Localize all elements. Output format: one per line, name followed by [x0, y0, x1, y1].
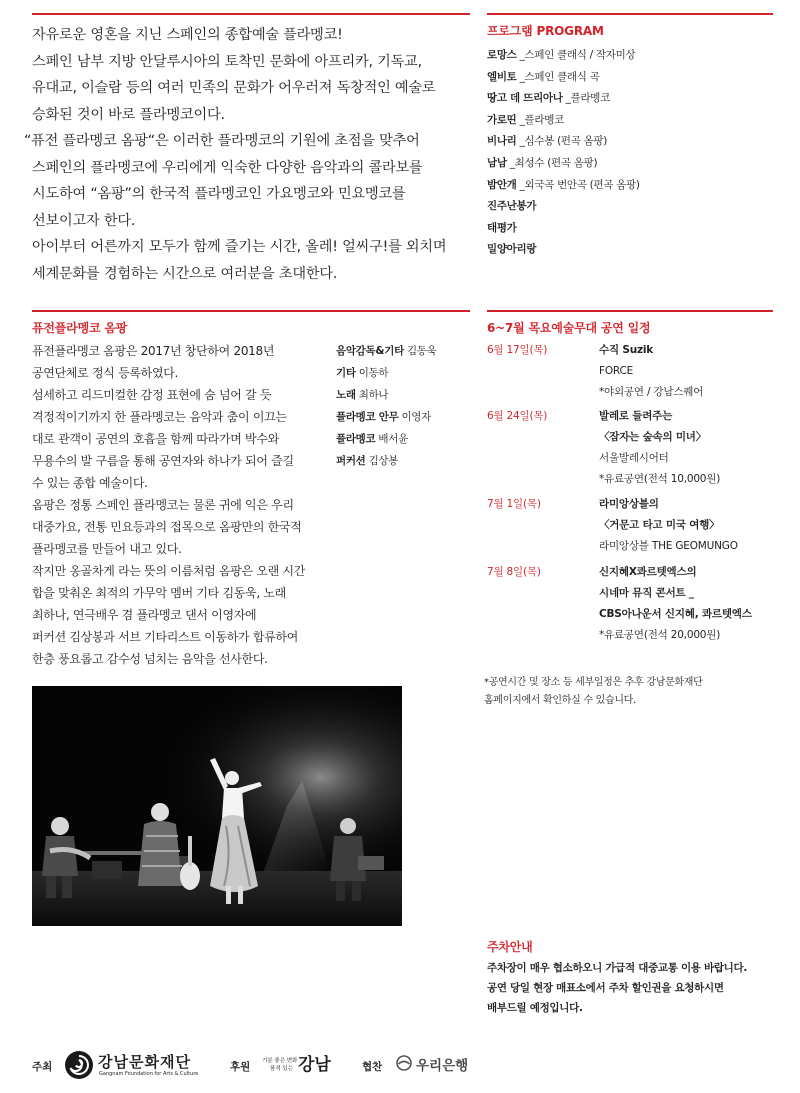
ensemble-line: 퍼커션 김상봉과 서브 기타리스트 이동하가 합류하여 — [32, 630, 298, 644]
ensemble-line: 공연단체로 정식 등록하였다. — [32, 366, 179, 380]
program-section — [487, 22, 777, 261]
mid-rule-left — [32, 310, 470, 312]
top-rule-right — [487, 13, 773, 15]
schedule-note-line: *공연시간 및 장소 등 세부일정은 추후 강남문화재단 — [484, 677, 703, 688]
mid-rule-right — [487, 310, 773, 312]
schedule-note-line: 홈페이지에서 확인하실 수 있습니다. — [484, 695, 636, 706]
ensemble-line: 최하나, 연극배우 겸 플라멩코 댄서 이영자에 — [32, 608, 257, 622]
member-item: 플라멩코 배서윤 — [336, 433, 408, 445]
sponsor-slogan: 품격 있는 — [270, 1066, 294, 1072]
parking-info — [487, 958, 747, 1018]
intro-line: 스페인의 플라멩코에 우리에게 익숙한 다양한 음악과의 콜라보를 — [32, 159, 423, 176]
ensemble-line: 한층 풍요롭고 감수성 넘치는 음악을 선사한다. — [32, 652, 268, 666]
event-info — [599, 340, 789, 403]
member-item: 플라멩코 안무 이영자 — [336, 411, 431, 423]
woori-bank-logo-icon — [396, 1055, 412, 1071]
ensemble-line: 섬세하고 리드미컬한 감정 표현에 숨 넘어 갈 듯 — [32, 388, 272, 402]
parking-line: 공연 당일 현장 매표소에서 주차 할인권을 요청하시면 — [487, 982, 724, 994]
intro-line: “퓨전 플라멩코 옴팡“은 이러한 플라멩코의 기원에 초점을 맞추어 — [24, 133, 420, 149]
event-line: 라미앙상블 THE GEOMUNGO — [599, 540, 738, 552]
event-line: FORCE — [599, 365, 634, 377]
parking-line: 배부드릴 예정입니다. — [487, 1002, 583, 1014]
intro-line: 세계문화를 경험하는 시간으로 여러분을 초대한다. — [32, 265, 338, 282]
event-title: 시네마 뮤직 콘서트 _ — [599, 587, 694, 599]
event-line: *야외공연 / 강남스퀘어 — [599, 386, 704, 398]
intro-line: 유대교, 이슬람 등의 여러 민족의 문화가 어우러져 독창적인 예술로 — [32, 80, 436, 96]
parking-title: 주차안내 — [487, 940, 533, 954]
event-info — [599, 562, 789, 646]
ensemble-description — [32, 340, 332, 670]
program-item: 남남 _최성수 (편곡 옴팡) — [487, 156, 598, 169]
parking-line: 주차장이 매우 협소하오니 가급적 대중교통 이용 바랍니다. — [487, 962, 748, 974]
performance-photo-illustration — [32, 686, 402, 926]
event-line: *유료공연(전석 20,000원) — [599, 629, 721, 641]
program-item: 진주난봉가 — [487, 200, 537, 213]
cooperate-label: 협찬 — [362, 1061, 383, 1073]
member-list — [336, 340, 471, 472]
intro-line: 자유로운 영혼을 지닌 스페인의 종합예술 플라멩코! — [32, 27, 343, 43]
spiral-logo-icon — [64, 1050, 94, 1080]
ensemble-line: 퓨전플라멩코 옴팡은 2017년 창단하여 2018년 — [32, 344, 275, 358]
ensemble-line: 작지만 옹골차게 라는 뜻의 이름처럼 옴팡은 오랜 시간 — [32, 564, 306, 578]
ensemble-line: 옴팡은 정통 스페인 플라멩코는 물론 귀에 익은 우리 — [32, 498, 294, 512]
ensemble-line: 대로 관객이 공연의 호흡을 함께 따라가며 박수와 — [32, 432, 279, 446]
event-info — [599, 406, 789, 490]
intro-line: 시도하여 “옴팡”의 한국적 플라멩코인 가요멩코와 민요멩코를 — [32, 186, 406, 202]
event-date: 6월 24일(목) — [487, 410, 548, 422]
program-item: 밀양아리랑 — [487, 243, 537, 256]
top-rule-left — [32, 13, 470, 15]
program-title: 프로그램 PROGRAM — [487, 24, 604, 38]
event-date: 6월 17일(목) — [487, 344, 548, 356]
intro-line: 선보이고자 한다. — [32, 212, 136, 229]
performance-photo — [32, 686, 402, 926]
program-item: 가로띤 _플라멩코 — [487, 113, 564, 126]
program-item: 태평가 — [487, 221, 517, 234]
host-logo-name: 강남문화재단 — [98, 1053, 191, 1071]
member-item: 노래 최하나 — [336, 389, 389, 401]
member-item: 기타 이동하 — [336, 367, 389, 379]
event-line: *유료공연(전석 10,000원) — [599, 473, 721, 485]
program-item: 로망스 _스페인 클래식 / 작자미상 — [487, 49, 636, 61]
member-item: 음악감독&기타 김동욱 — [336, 345, 437, 357]
ensemble-line: 대중가요, 전통 민요등과의 접목으로 옴팡만의 한국적 — [32, 520, 302, 534]
cooperate-logo-name: 우리은행 — [416, 1058, 469, 1074]
ensemble-line: 격정적이기까지 한 플라멩코는 음악과 춤이 이끄는 — [32, 410, 287, 424]
ensemble-line: 수 있는 종합 예술이다. — [32, 476, 148, 490]
intro-line: 아이부터 어른까지 모두가 함께 즐기는 시간, 올레! 얼씨구!를 외치며 — [32, 239, 447, 255]
event-title: 발레로 들려주는 — [599, 410, 673, 422]
event-title: 신지혜X콰르텟엑스의 — [599, 566, 697, 578]
program-item: 비나리 _심수봉 (편곡 옴팡) — [487, 135, 608, 148]
ensemble-line: 무용수의 발 구름을 통해 공연자와 하나가 되어 즐길 — [32, 454, 294, 468]
sponsor-footer — [0, 1044, 800, 1084]
event-date: 7월 1일(목) — [487, 498, 541, 510]
host-label: 주최 — [32, 1061, 53, 1073]
sponsor-label: 후원 — [230, 1061, 251, 1073]
intro-line: 승화된 것이 바로 플라멩코이다. — [32, 106, 225, 123]
event-title: CBS아나운서 신지혜, 콰르텟엑스 — [599, 608, 752, 620]
member-item: 퍼커션 김상봉 — [336, 455, 399, 467]
schedule-note — [484, 674, 703, 710]
sponsor-slogan: 기분 좋은 변화 — [262, 1058, 298, 1064]
event-title: 라미앙상블의 — [599, 498, 659, 510]
event-info — [599, 494, 789, 557]
ensemble-line: 합을 맞춰온 최적의 가무악 멤버 기타 김동욱, 노래 — [32, 586, 286, 600]
program-item: 땅고 데 뜨리아나 _플라멩코 — [487, 92, 610, 105]
program-list — [487, 45, 777, 261]
event-line: 서울발레시어터 — [599, 452, 669, 464]
event-title: 수직 Suzik — [599, 344, 654, 356]
ensemble-title: 퓨전플라멩코 옴팡 — [32, 321, 128, 335]
sponsor-logo-name: 강남 — [298, 1055, 331, 1075]
schedule-title: 6~7월 목요예술무대 공연 일정 — [487, 321, 651, 335]
intro-line: 스페인 남부 지방 안달루시아의 토착민 문화에 아프리카, 기독교, — [32, 53, 422, 70]
event-title: 〈잠자는 숲속의 미녀〉 — [599, 431, 707, 443]
program-item: 엘비토 _스페인 클래식 곡 — [487, 70, 600, 83]
program-item: 밤안개 _외국곡 번안곡 (편곡 옴팡) — [487, 178, 640, 191]
event-date: 7월 8일(목) — [487, 566, 541, 578]
event-title: 〈거문고 타고 미국 여행〉 — [599, 519, 720, 531]
ensemble-line: 플라멩코를 만들어 내고 있다. — [32, 542, 182, 556]
intro-text — [24, 22, 472, 287]
host-logo-subtitle: Gangnam Foundation for Arts & Culture — [99, 1071, 199, 1077]
